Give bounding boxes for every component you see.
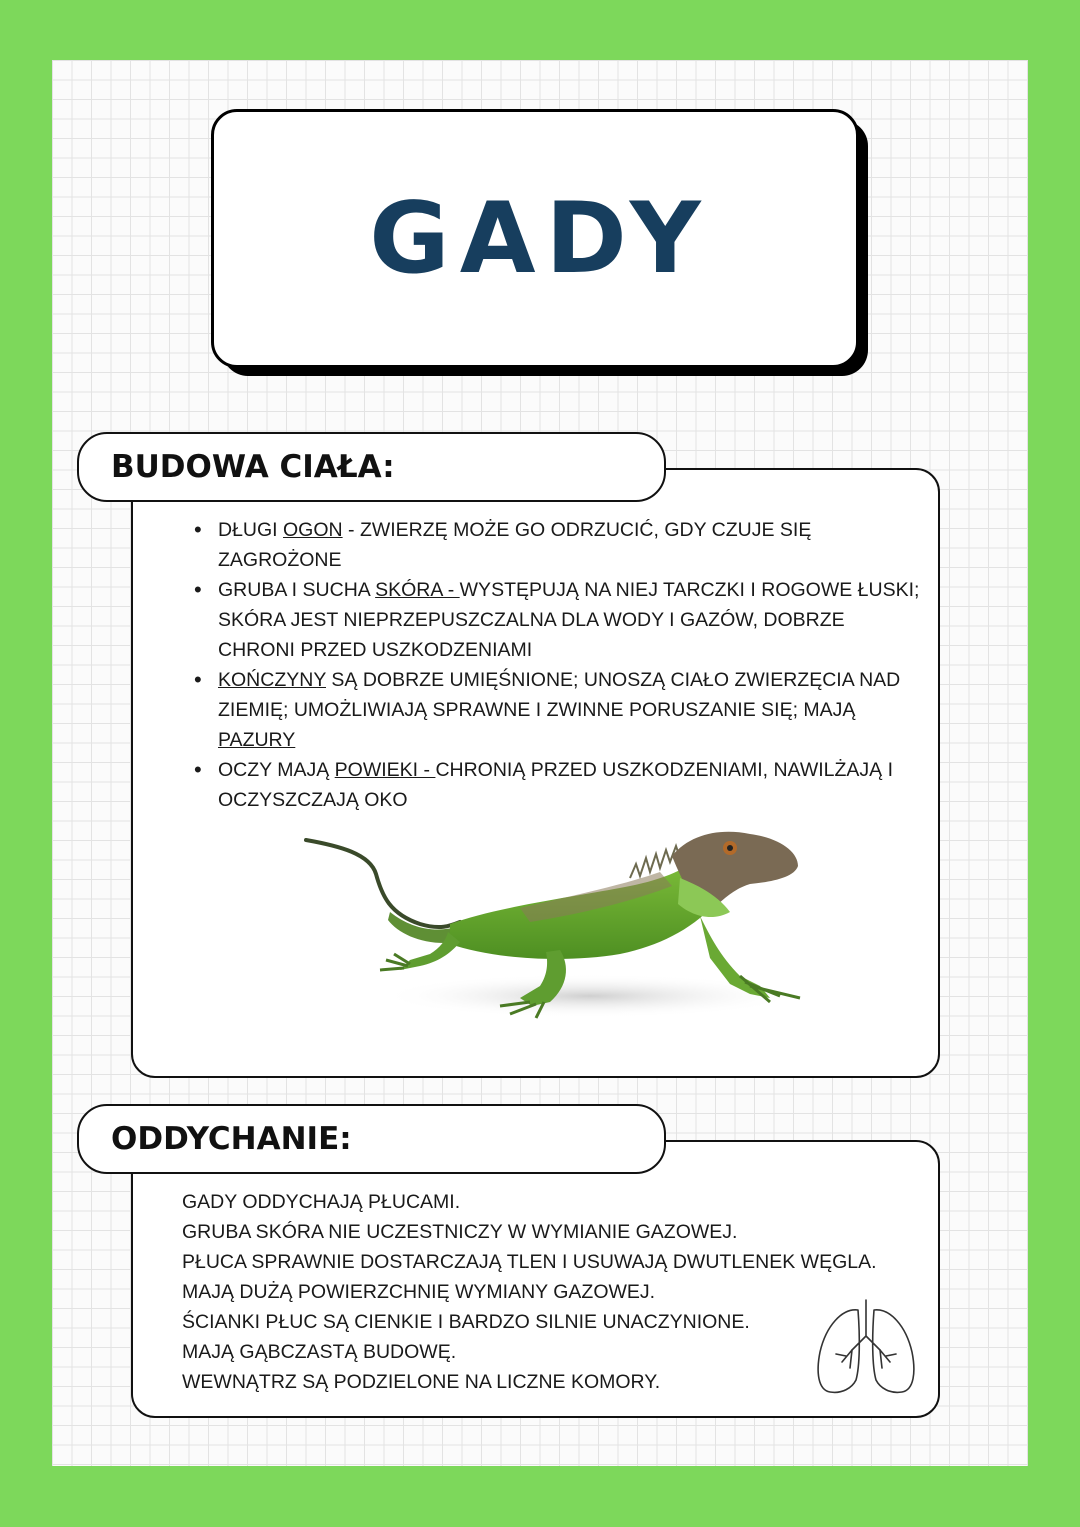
iguana-image [300,826,810,1026]
text-line: GADY ODDYCHAJĄ PŁUCAMI. [182,1191,461,1213]
page-title: GADY [369,181,711,296]
budowa-heading: BUDOWA CIAŁA: [111,449,395,485]
text-line: PŁUCA SPRAWNIE DOSTARCZAJĄ TLEN I USUWAJĄ DWUTLENEK WĘGLA. [182,1251,877,1273]
oddychanie-heading: ODDYCHANIE: [111,1121,352,1157]
text-line: WEWNĄTRZ SĄ PODZIELONE NA LICZNE KOMORY. [182,1371,661,1393]
oddychanie-heading-pill [77,1104,666,1174]
text-line: MAJĄ GĄBCZASTĄ BUDOWĘ. [182,1341,457,1363]
list-item: • DŁUGI OGON - ZWIERZĘ MOŻE GO ODRZUCIĆ, GDY CZUJE SIĘ ZAGROŻONE [192,515,922,575]
text-line: ŚCIANKI PŁUC SĄ CIENKIE I BARDZO SILNIE UNACZYNIONE. [182,1311,750,1333]
list-item: • KOŃCZYNY SĄ DOBRZE UMIĘŚNIONE; UNOSZĄ CIAŁO ZWIERZĘCIA NAD ZIEMIĘ; UMOŻLIWIAJĄ SPRAWNE I ZWINNE PORUSZANIE SIĘ; MAJĄ PAZURY [192,665,922,755]
text-line: MAJĄ DUŻĄ POWIERZCHNIĘ WYMIANY GAZOWEJ. [182,1281,656,1303]
title-box [211,109,859,368]
text-line: GRUBA SKÓRA NIE UCZESTNICZY W WYMIANIE GAZOWEJ. [182,1221,738,1243]
lungs-icon [812,1296,920,1396]
budowa-list [192,515,922,815]
list-item: • GRUBA I SUCHA SKÓRA - WYSTĘPUJĄ NA NIEJ TARCZKI I ROGOWE ŁUSKI; SKÓRA JEST NIEPRZEPUSZCZALNA DLA WODY I GAZÓW, DOBRZE CHRONI PRZED USZKODZENIAMI [192,575,922,665]
budowa-heading-pill [77,432,666,502]
list-item: • OCZY MAJĄ POWIEKI - CHRONIĄ PRZED USZKODZENIAMI, NAWILŻAJĄ I OCZYSZCZAJĄ OKO [192,755,922,815]
